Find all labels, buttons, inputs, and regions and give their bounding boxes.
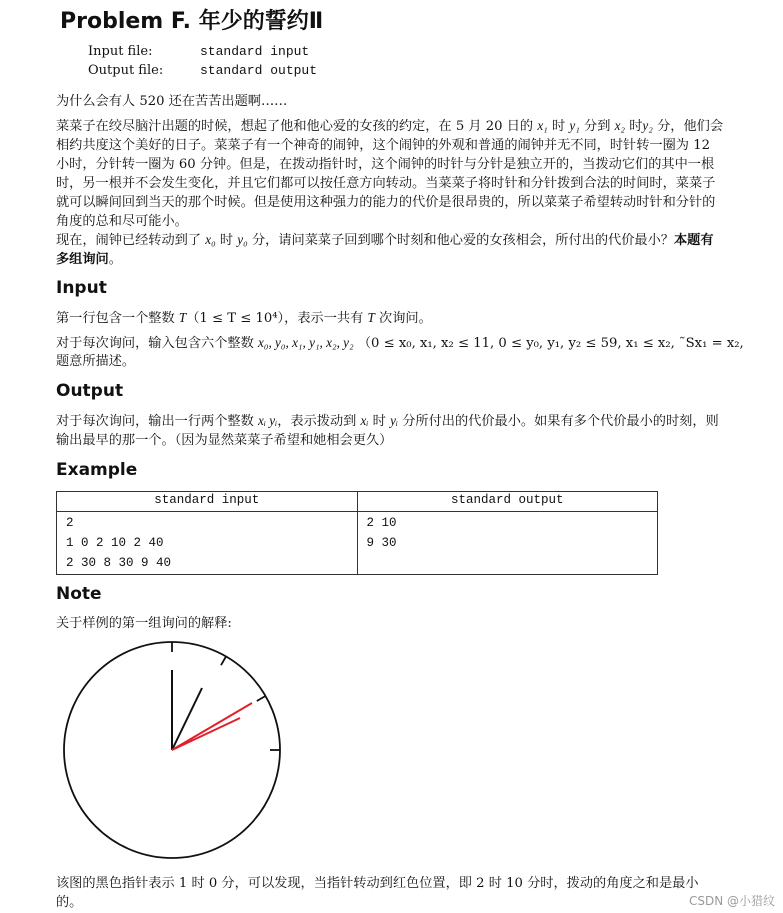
output-description: 对于每次询问，输出一行两个整数 xᵢ yᵢ，表示拨动到 xᵢ 时 yᵢ 分所付出的代价最小。如果有多个代价最小的时刻，则输出最早的那一个。（因为显然菜菜子希望和她相会更久） [56, 413, 719, 448]
example-input-line: 1 0 2 10 2 40 [66, 536, 164, 550]
input-line-1: 第一行包含一个整数 T（1 ≤ T ≤ 10⁴），表示一共有 T 次询问。 [56, 310, 432, 326]
clock-tick-2 [257, 696, 266, 701]
io-spec [88, 42, 317, 80]
multi-query-note: 本题有多组询问 [56, 233, 714, 267]
red-hour-hand [172, 718, 240, 750]
output-file-label: Output file: [88, 63, 164, 78]
csdn-watermark: CSDN @小猎纹 [688, 894, 775, 908]
input-file-value: standard input [200, 44, 310, 59]
note-heading: Note [56, 584, 102, 604]
example-output-cell [357, 512, 658, 575]
note-caption: 关于样例的第一组询问的解释: [56, 616, 232, 631]
output-file-value: standard output [200, 63, 318, 78]
clock-diagram [60, 640, 300, 870]
input-line-2: 对于每次询问，输入包含六个整数 x₀, y₀, x₁, y₁, x₂, y₂ （0 ≤ x₀, x₁, x₂ ≤ 11, 0 ≤ y₀, y₁, y₂ ≤ 59, x₁ ≤ x₂, ˜Sx₁ = x₂, [56, 335, 744, 351]
example-input-header: standard input [57, 492, 358, 512]
example-output-header: standard output [357, 492, 658, 512]
intro-line: 为什么会有人 520 还在苦苦出题啊…… [56, 94, 288, 109]
statement-paragraph-1: 菜菜子在绞尽脑汁出题的时候，想起了他和他心爱的女孩的约定，在 5 月 20 日的 x₁ 时 y₁ 分到 x₂ 时y₂ 分，他们会相约共度这个美好的日子。菜菜子有一个神奇的闹钟，这个闹钟的外观和普通的闹钟并无不同，时针转一圈为 12 小时，分针转一圈为 60 分钟。但是，在拨动指针时，这个闹钟的时针与分针是独立开的，当拨动它们的其中一根时，另一根并不会发生变化，并且它们都可以按任意方向转动。当菜菜子将时针和分针拨到合法的时间时，菜菜子就可以瞬间回到当天的那个时候。但是使用这种强力的能力的代价是很昂贵的，所以菜菜子希望转动时针和分针的角度的总和尽可能小。 [56, 118, 724, 229]
problem-title: Problem F. 年少的誓约Ⅱ [60, 9, 324, 34]
example-output-line: 2 10 [366, 516, 397, 530]
input-file-label: Input file: [88, 44, 153, 59]
example-output-line: 9 30 [366, 536, 397, 550]
note-explanation: 该图的黑色指针表示 1 时 0 分，可以发现，当指针转动到红色位置，即 2 时 10 分时，拨动的角度之和是最小的。 [56, 876, 699, 910]
input-line-2-end: 题意所描述。 [56, 354, 136, 369]
example-input-line: 2 [66, 516, 74, 530]
example-heading: Example [56, 460, 138, 480]
example-table [56, 491, 658, 575]
input-heading: Input [56, 278, 107, 298]
output-heading: Output [56, 381, 124, 401]
example-input-cell [57, 512, 358, 575]
example-input-line: 2 30 8 30 9 40 [66, 556, 172, 570]
statement-paragraph-2: 现在，闹钟已经转动到了 x₀ 时 y₀ 分，请问菜菜子回到哪个时刻和他心爱的女孩相会，所付出的代价最小？本题有多组询问。 [56, 232, 714, 267]
clock-tick-1 [221, 657, 226, 666]
